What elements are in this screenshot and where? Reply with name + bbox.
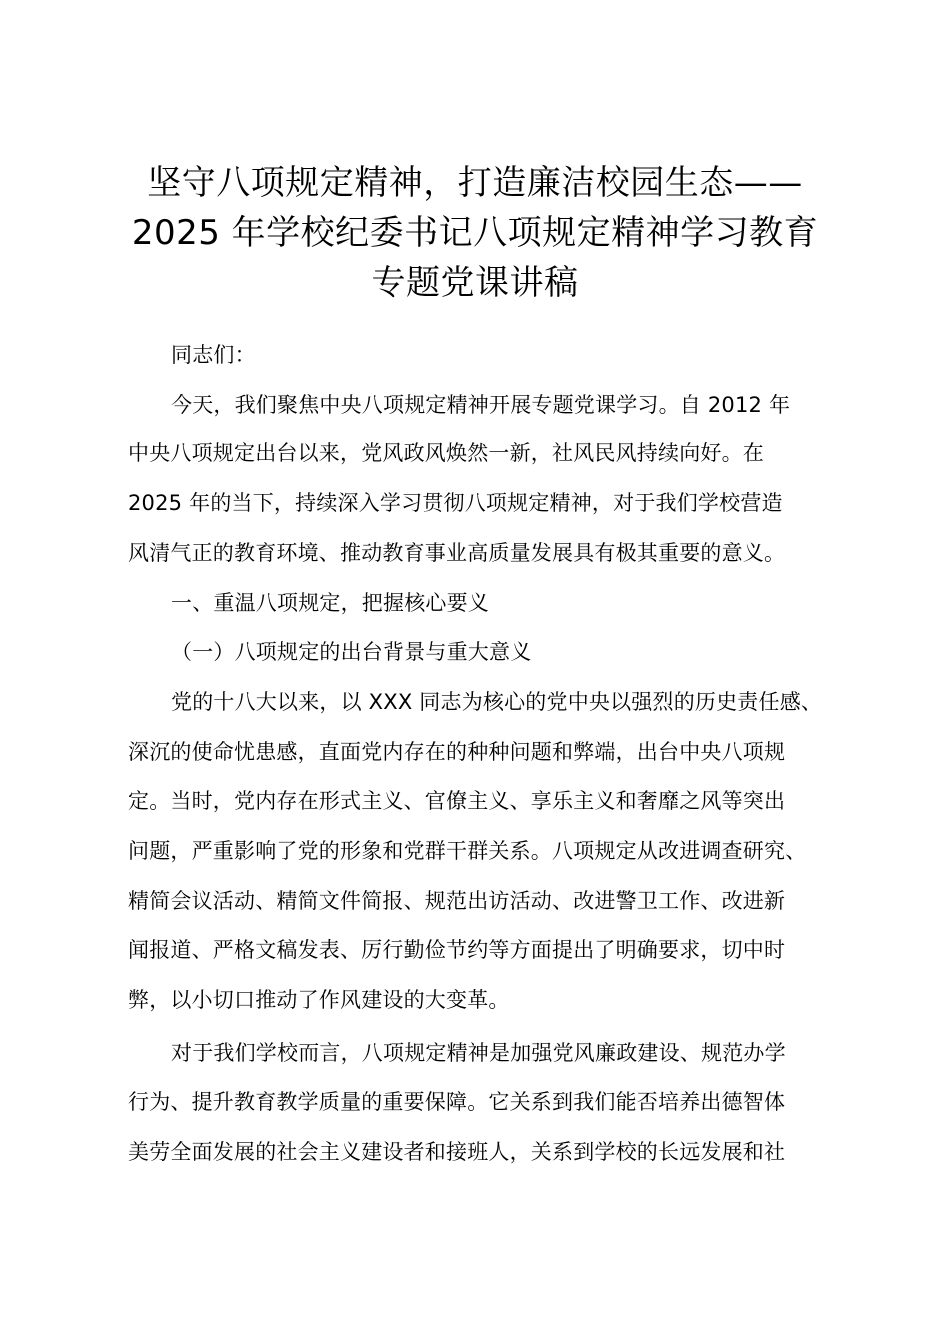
paragraph-1-line-2: 中央八项规定出台以来，党风政风焕然一新，社风民风持续向好。在 bbox=[128, 441, 764, 465]
title-line-3: 专题党课讲稿 bbox=[371, 263, 579, 303]
salutation: 同志们： bbox=[171, 343, 256, 367]
paragraph-2-line-3: 定。当时，党内存在形式主义、官僚主义、享乐主义和奢靡之风等突出 bbox=[128, 789, 786, 813]
paragraph-2-line-7: 弊，以小切口推动了作风建设的大变革。 bbox=[128, 988, 510, 1012]
paragraph-3-line-3: 美劳全面发展的社会主义建设者和接班人，关系到学校的长远发展和社 bbox=[128, 1140, 786, 1164]
title-line-2: 2025 年学校纪委书记八项规定精神学习教育 bbox=[131, 213, 819, 253]
paragraph-2-line-1: 党的十八大以来，以 XXX 同志为核心的党中央以强烈的历史责任感、 bbox=[171, 690, 823, 714]
paragraph-3-line-1: 对于我们学校而言，八项规定精神是加强党风廉政建设、规范办学 bbox=[171, 1041, 786, 1065]
subsection-heading-1: （一）八项规定的出台背景与重大意义 bbox=[171, 640, 532, 664]
paragraph-3-line-2: 行为、提升教育教学质量的重要保障。它关系到我们能否培养出德智体 bbox=[128, 1090, 786, 1114]
paragraph-1-line-4: 风清气正的教育环境、推动教育事业高质量发展具有极其重要的意义。 bbox=[128, 541, 786, 565]
paragraph-1-line-1: 今天，我们聚焦中央八项规定精神开展专题党课学习。自 2012 年 bbox=[171, 393, 791, 417]
paragraph-2-line-6: 闻报道、严格文稿发表、厉行勤俭节约等方面提出了明确要求，切中时 bbox=[128, 938, 786, 962]
section-heading-1: 一、重温八项规定，把握核心要义 bbox=[171, 591, 489, 615]
paragraph-1-line-3: 2025 年的当下，持续深入学习贯彻八项规定精神，对于我们学校营造 bbox=[128, 491, 783, 515]
title-line-1: 坚守八项规定精神，打造廉洁校园生态—— bbox=[147, 163, 803, 203]
paragraph-2-line-5: 精简会议活动、精简文件简报、规范出访活动、改进警卫工作、改进新 bbox=[128, 889, 786, 913]
paragraph-2-line-2: 深沉的使命忧患感，直面党内存在的种种问题和弊端，出台中央八项规 bbox=[128, 740, 786, 764]
paragraph-2-line-4: 问题，严重影响了党的形象和党群干群关系。八项规定从改进调查研究、 bbox=[128, 839, 807, 863]
